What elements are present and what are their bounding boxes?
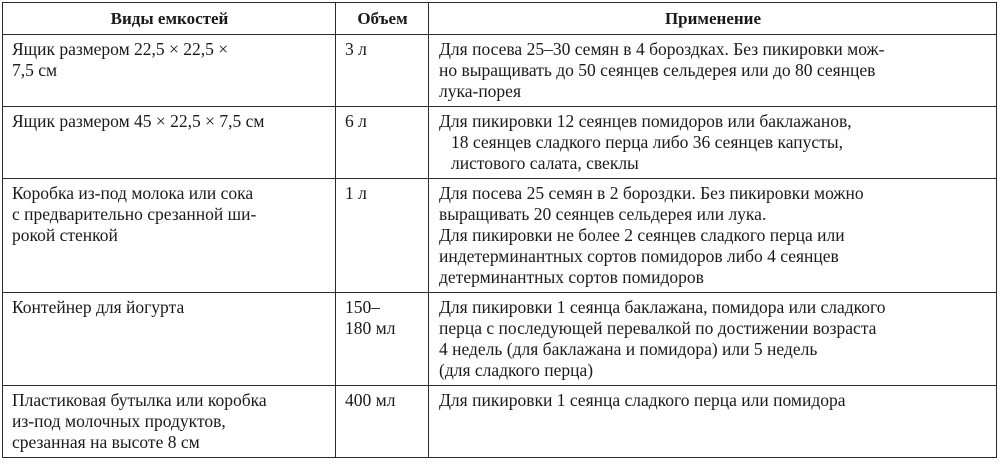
containers-table (2, 2, 997, 458)
cell-text-line: (для сладкого перца) (439, 360, 594, 380)
table-row (3, 293, 997, 386)
cell-text-line: Для посева 25–30 семян в 4 бороздках. Без пикировки мож- (439, 39, 885, 59)
cell-container-type (3, 107, 336, 179)
cell-usage (429, 386, 997, 458)
table-row (3, 107, 997, 179)
cell-text-line: 7,5 см (12, 60, 58, 80)
cell-volume (336, 107, 429, 179)
cell-text-line: Пластиковая бутылка или коробка (12, 390, 267, 410)
cell-text-line: Для пикировки 1 сеянца сладкого перца или помидора (439, 390, 846, 410)
cell-usage (429, 35, 997, 107)
cell-container-type (3, 293, 336, 386)
cell-container-type (3, 179, 336, 293)
cell-text-line: Для пикировки 12 сеянцев помидоров или баклажанов, (439, 111, 852, 131)
table-row (3, 179, 997, 293)
cell-volume (336, 386, 429, 458)
cell-text-line: индетерминантных сортов помидоров либо 4 сеянцев (439, 246, 839, 266)
cell-text-line: 3 л (345, 39, 367, 59)
cell-text-line: но выращивать до 50 сеянцев сельдерея или до 80 сеянцев (439, 60, 876, 80)
cell-text-line: выращивать 20 сеянцев сельдерея или лука. (439, 204, 767, 224)
header-volume: Объем (336, 3, 429, 35)
cell-text-line: рокой стенкой (12, 225, 118, 245)
cell-container-type (3, 386, 336, 458)
cell-text-line: перца с последующей перевалкой по достижении возраста (439, 318, 877, 338)
cell-volume (336, 35, 429, 107)
cell-usage (429, 293, 997, 386)
cell-volume (336, 179, 429, 293)
cell-text-line: Коробка из-под молока или сока (12, 183, 254, 203)
cell-text-line: листового салата, свеклы (451, 153, 639, 173)
cell-text-line: Для пикировки 1 сеянца баклажана, помидора или сладкого (439, 297, 886, 317)
cell-usage (429, 107, 997, 179)
cell-text-line: 180 мл (345, 318, 396, 338)
cell-text-line: Для пикировки не более 2 сеянцев сладкого перца или (439, 225, 845, 245)
cell-text-line: срезанная на высоте 8 см (12, 432, 200, 452)
cell-container-type (3, 35, 336, 107)
cell-text-line: Контейнер для йогурта (12, 297, 185, 317)
cell-text-line: 1 л (345, 183, 367, 203)
cell-text-line: Ящик размером 22,5 × 22,5 × (12, 39, 229, 59)
header-container-type: Виды емкостей (3, 3, 336, 35)
cell-text-line: 150– (345, 297, 380, 317)
cell-text-line: из-под молочных продуктов, (12, 411, 226, 431)
cell-text-line: 400 мл (345, 390, 396, 410)
cell-text-line: Ящик размером 45 × 22,5 × 7,5 см (12, 111, 265, 131)
cell-text-line: Для посева 25 семян в 2 бороздки. Без пикировки можно (439, 183, 864, 203)
cell-text-line: 4 недель (для баклажана и помидора) или 5 недель (439, 339, 818, 359)
cell-text-line: 18 сеянцев сладкого перца либо 36 сеянцев капусты, (451, 132, 843, 152)
cell-text-line: детерминантных сортов помидоров (439, 267, 704, 287)
header-row (3, 3, 997, 35)
header-usage: Применение (429, 3, 997, 35)
cell-text-line: лука-порея (439, 81, 521, 101)
table-row (3, 386, 997, 458)
cell-volume (336, 293, 429, 386)
table-row (3, 35, 997, 107)
cell-usage (429, 179, 997, 293)
cell-text-line: с предварительно срезанной ши- (12, 204, 257, 224)
cell-text-line: 6 л (345, 111, 367, 131)
